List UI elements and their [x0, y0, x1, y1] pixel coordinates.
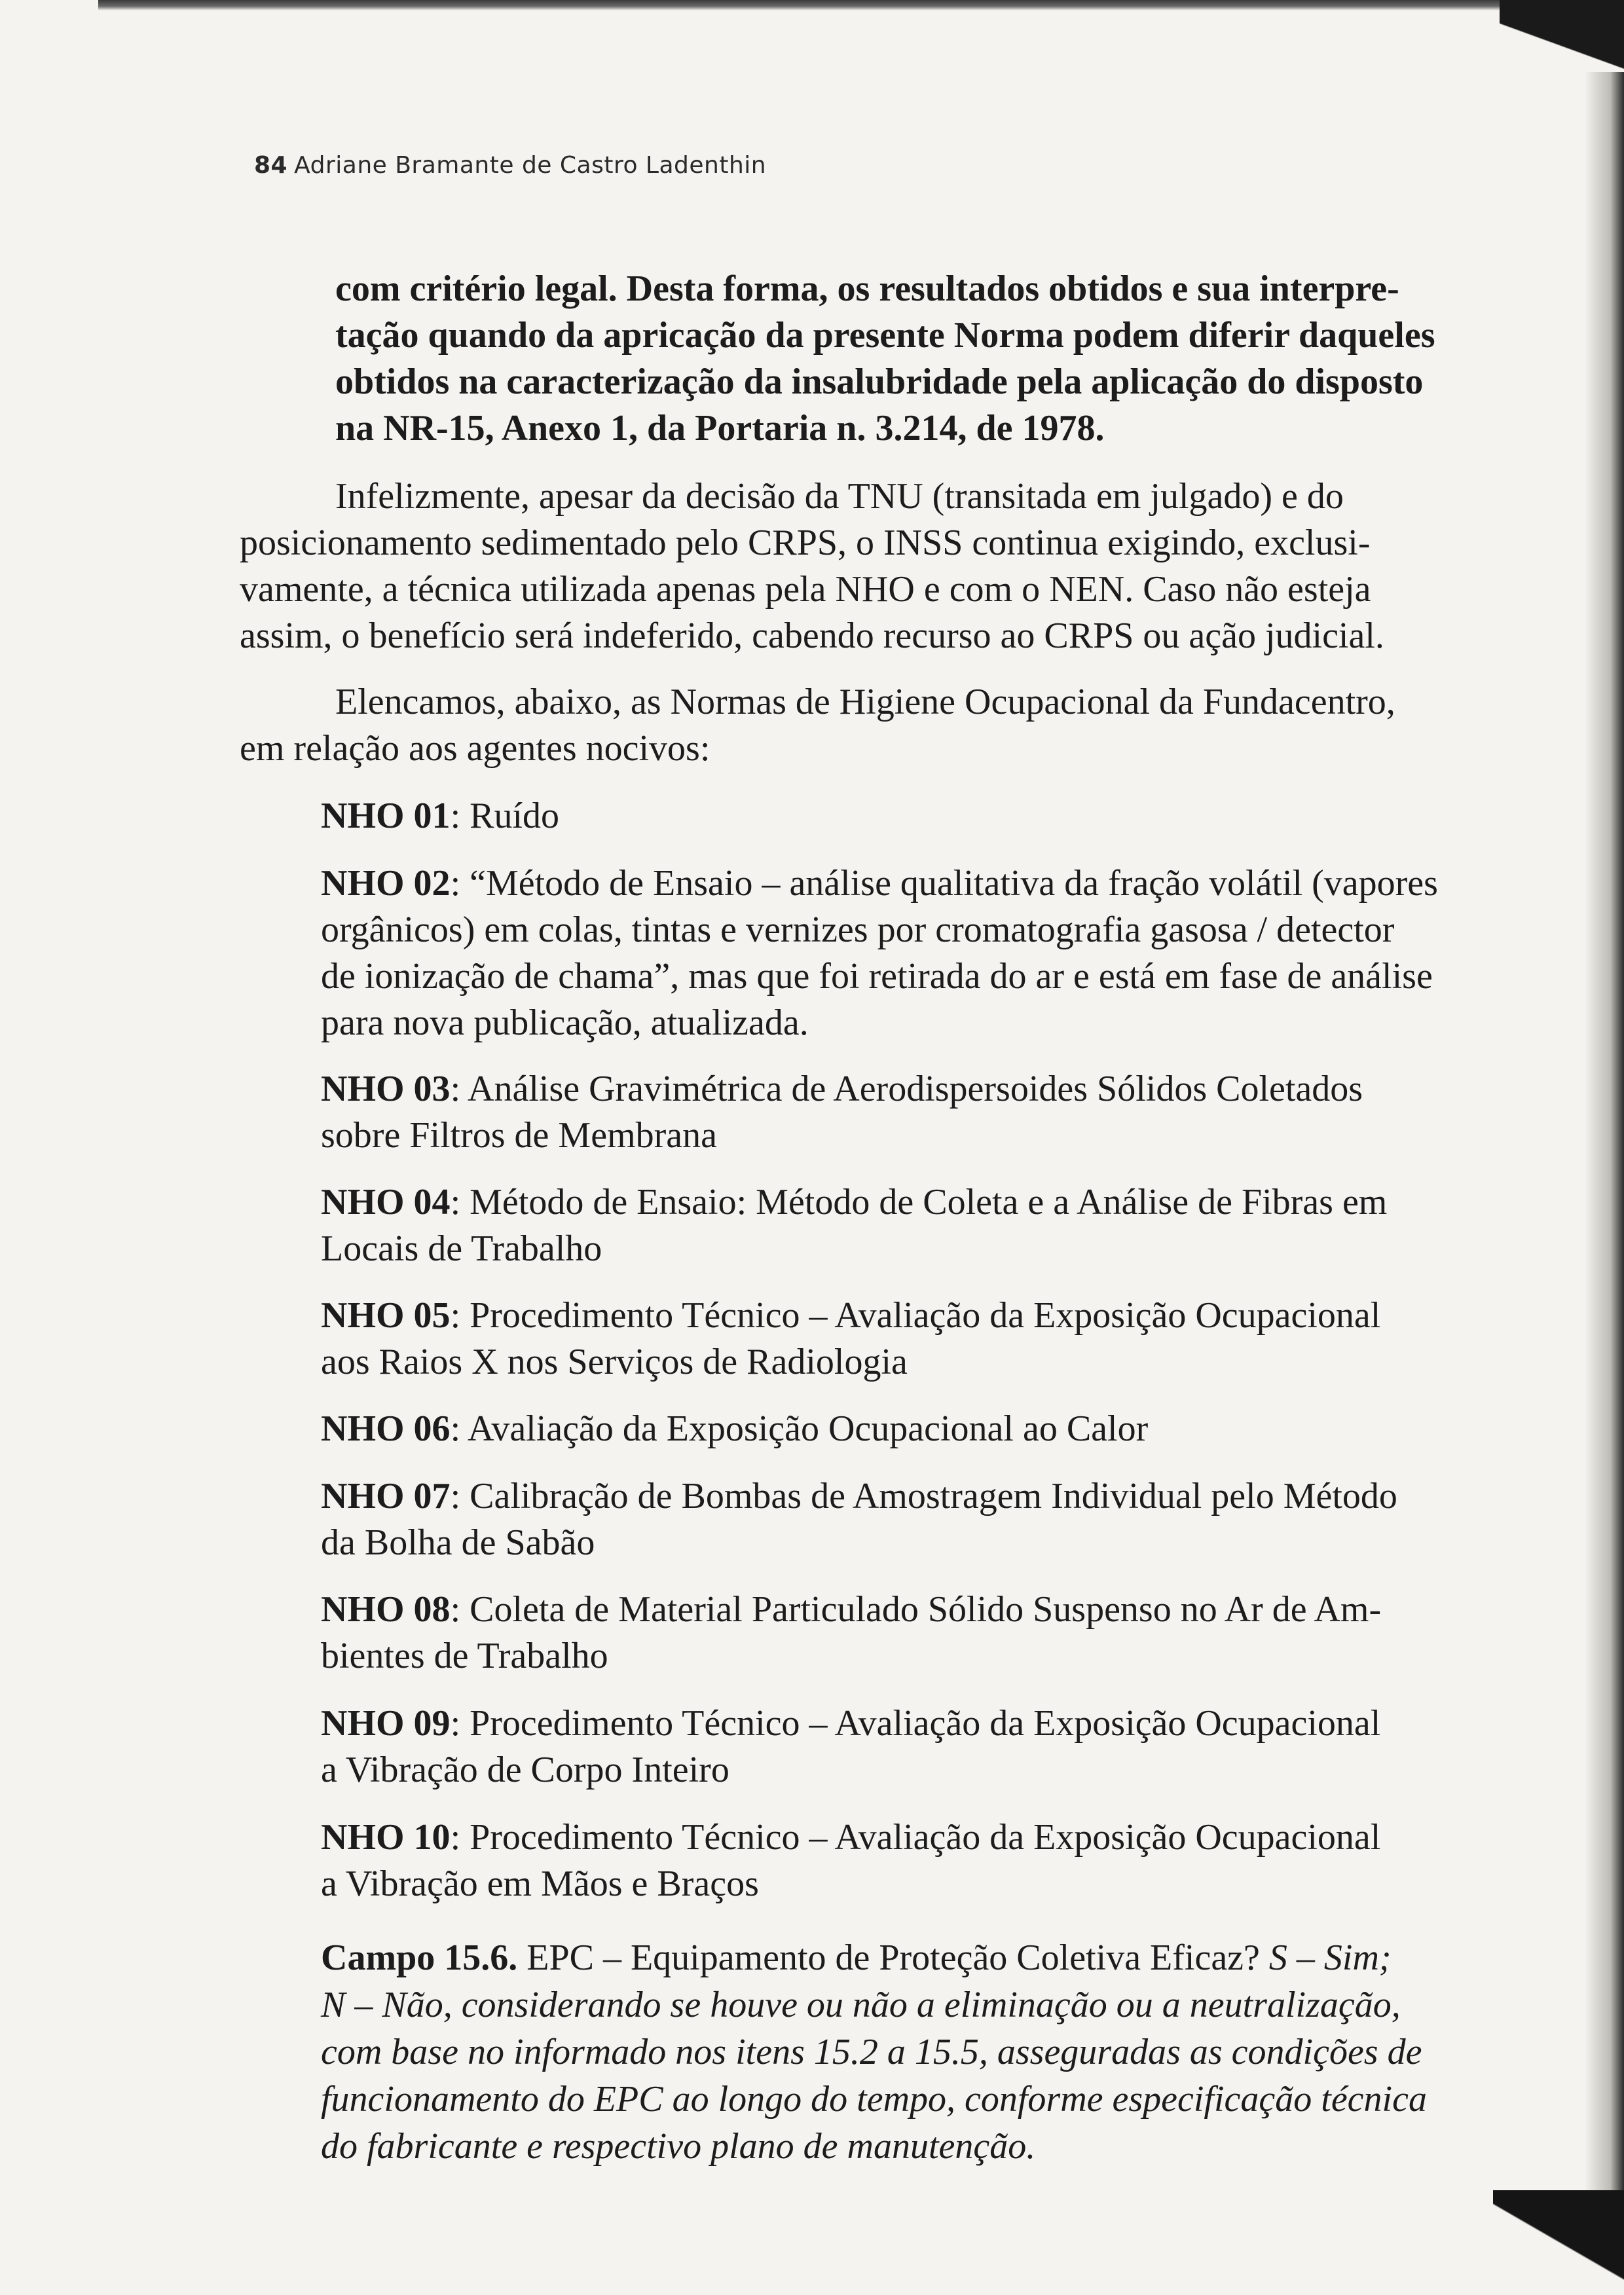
- nho-item-03: NHO 03: Análise Gravimétrica de Aerodispersoides Sólidos Coletados: [321, 1069, 1363, 1109]
- nho-item-02: NHO 02: “Método de Ensaio – análise qualitativa da fração volátil (vapores: [321, 863, 1438, 904]
- nho-item-07-line: da Bolha de Sabão: [321, 1522, 595, 1563]
- nho-item-04: NHO 04: Método de Ensaio: Método de Coleta e a Análise de Fibras em: [321, 1182, 1388, 1222]
- paragraph-line: Infelizmente, apesar da decisão da TNU (transitada em julgado) e do: [335, 476, 1344, 517]
- quote-line: com critério legal. Desta forma, os resultados obtidos e sua interpre-: [335, 268, 1399, 309]
- nho-item-08: NHO 08: Coleta de Material Particulado Sólido Suspenso no Ar de Am-: [321, 1589, 1382, 1630]
- nho-code: NHO 06: [321, 1408, 451, 1449]
- page-corner-shadow-bottom: [1493, 2190, 1624, 2295]
- page-right-edge: [1585, 72, 1624, 2233]
- campo-line: Campo 15.6. EPC – Equipamento de Proteção Coletiva Eficaz? S – Sim;: [321, 1937, 1392, 1978]
- nho-code: NHO 02: [321, 863, 451, 904]
- nho-item-03-line: sobre Filtros de Membrana: [321, 1115, 717, 1156]
- paragraph-line: posicionamento sedimentado pelo CRPS, o INSS continua exigindo, exclusi-: [240, 523, 1371, 563]
- author-name: Adriane Bramante de Castro Ladenthin: [294, 152, 767, 179]
- nho-code: NHO 10: [321, 1817, 451, 1858]
- nho-code: NHO 04: [321, 1182, 451, 1222]
- nho-item-09-line: a Vibração de Corpo Inteiro: [321, 1750, 729, 1790]
- nho-code: NHO 09: [321, 1703, 451, 1744]
- nho-code: NHO 05: [321, 1295, 451, 1336]
- page-corner-shadow-top: [1500, 0, 1624, 79]
- nho-code: NHO 01: [321, 796, 451, 836]
- nho-item-04-line: Locais de Trabalho: [321, 1228, 602, 1269]
- paragraph-line: assim, o benefício será indeferido, cabendo recurso ao CRPS ou ação judicial.: [240, 615, 1384, 656]
- nho-code: NHO 03: [321, 1069, 451, 1109]
- campo-code: Campo 15.6.: [321, 1937, 518, 1978]
- nho-item-02-line: orgânicos) em colas, tintas e vernizes por cromatografia gasosa / detector: [321, 909, 1395, 950]
- nho-item-10: NHO 10: Procedimento Técnico – Avaliação da Exposição Ocupacional: [321, 1817, 1381, 1858]
- quote-line: tação quando da apricação da presente Norma podem diferir daqueles: [335, 315, 1435, 356]
- paragraph-line: vamente, a técnica utilizada apenas pela NHO e com o NEN. Caso não esteja: [240, 569, 1371, 610]
- quote-line: obtidos na caracterização da insalubridade pela aplicação do disposto: [335, 361, 1424, 402]
- paragraph-line: em relação aos agentes nocivos:: [240, 728, 710, 769]
- nho-code: NHO 08: [321, 1589, 451, 1630]
- campo-line: N – Não, considerando se houve ou não a eliminação ou a neutralização,: [321, 1985, 1401, 2025]
- page-number: 84: [254, 152, 288, 179]
- nho-item-02-line: de ionização de chama”, mas que foi retirada do ar e está em fase de análise: [321, 956, 1433, 997]
- campo-line: com base no informado nos itens 15.2 a 15.5, asseguradas as condições de: [321, 2032, 1422, 2072]
- nho-item-10-line: a Vibração em Mãos e Braços: [321, 1864, 759, 1904]
- campo-line: do fabricante e respectivo plano de manutenção.: [321, 2126, 1036, 2167]
- nho-item-05: NHO 05: Procedimento Técnico – Avaliação da Exposição Ocupacional: [321, 1295, 1381, 1336]
- nho-item-02-line: para nova publicação, atualizada.: [321, 1002, 809, 1043]
- quote-line: na NR-15, Anexo 1, da Portaria n. 3.214, de 1978.: [335, 408, 1105, 449]
- nho-item-09: NHO 09: Procedimento Técnico – Avaliação da Exposição Ocupacional: [321, 1703, 1381, 1744]
- nho-item-05-line: aos Raios X nos Serviços de Radiologia: [321, 1342, 908, 1382]
- campo-line: funcionamento do EPC ao longo do tempo, conforme especificação técnica: [321, 2079, 1427, 2120]
- nho-code: NHO 07: [321, 1476, 451, 1516]
- paragraph-line: Elencamos, abaixo, as Normas de Higiene Ocupacional da Fundacentro,: [335, 682, 1395, 722]
- running-header: [254, 152, 766, 179]
- nho-item-08-line: bientes de Trabalho: [321, 1636, 608, 1676]
- nho-item-01: NHO 01: Ruído: [321, 796, 560, 836]
- page-top-shadow: [98, 0, 1500, 10]
- nho-item-07: NHO 07: Calibração de Bombas de Amostragem Individual pelo Método: [321, 1476, 1397, 1516]
- nho-item-06: NHO 06: Avaliação da Exposição Ocupacional ao Calor: [321, 1408, 1149, 1449]
